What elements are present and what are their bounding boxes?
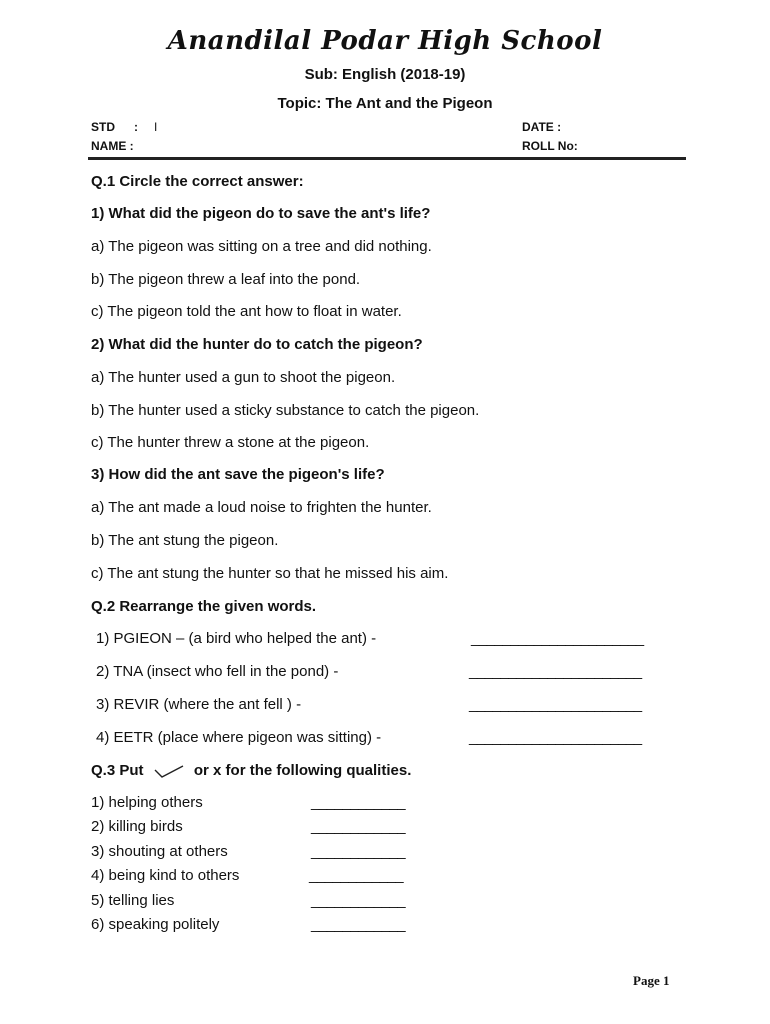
std-value: I bbox=[154, 120, 158, 134]
q2-item-3: 3) REVIR (where the ant fell ) - bbox=[96, 696, 302, 713]
q3-item-6: 6) speaking politely bbox=[91, 916, 220, 933]
q3-item-1: 1) helping others bbox=[91, 794, 203, 811]
subject-line: Sub: English (2018-19) bbox=[304, 66, 466, 83]
q3-answer-blank-5[interactable]: ____________ bbox=[311, 892, 406, 909]
topic-line: Topic: The Ant and the Pigeon bbox=[277, 95, 493, 112]
q1-q1-option-b: b) The pigeon threw a leaf into the pond. bbox=[91, 271, 361, 288]
q1-title: Q.1 Circle the correct answer: bbox=[91, 173, 304, 190]
q1-q3-option-b: b) The ant stung the pigeon. bbox=[91, 532, 279, 549]
std-separator: : bbox=[134, 120, 138, 134]
q3-item-3: 3) shouting at others bbox=[91, 843, 228, 860]
q1-q2-option-b: b) The hunter used a sticky substance to catch the pigeon. bbox=[91, 402, 480, 419]
q1-q3-option-c: c) The ant stung the hunter so that he missed his aim. bbox=[91, 565, 449, 582]
q1-q2-option-a: a) The hunter used a gun to shoot the pigeon. bbox=[91, 369, 396, 386]
q3-title-start: Q.3 Put bbox=[91, 762, 144, 779]
q2-item-2: 2) TNA (insect who fell in the pond) - bbox=[96, 663, 339, 680]
q3-answer-blank-2[interactable]: ____________ bbox=[311, 818, 406, 835]
q3-title bbox=[91, 762, 411, 779]
q1-q1-option-a: a) The pigeon was sitting on a tree and did nothing. bbox=[91, 238, 432, 255]
q1-q1-option-c: c) The pigeon told the ant how to float in water. bbox=[91, 303, 402, 320]
q2-item-1: 1) PGIEON – (a bird who helped the ant) - bbox=[96, 630, 377, 647]
q3-item-5: 5) telling lies bbox=[91, 892, 175, 909]
q1-q3-option-a: a) The ant made a loud noise to frighten the hunter. bbox=[91, 499, 432, 516]
q2-item-4: 4) EETR (place where pigeon was sitting) - bbox=[96, 729, 382, 746]
q1-question-3: 3) How did the ant save the pigeon's life? bbox=[91, 466, 385, 483]
q2-answer-blank-3[interactable]: ______________________ bbox=[469, 696, 642, 713]
std-label: STD bbox=[91, 120, 115, 134]
q3-answer-blank-4[interactable]: ____________ bbox=[309, 867, 404, 884]
q2-title: Q.2 Rearrange the given words. bbox=[91, 598, 317, 615]
q2-answer-blank-1[interactable]: ______________________ bbox=[471, 630, 644, 647]
header-divider bbox=[88, 157, 686, 160]
q3-answer-blank-6[interactable]: ____________ bbox=[311, 916, 406, 933]
roll-number-label: ROLL No: bbox=[522, 139, 578, 153]
q1-question-2: 2) What did the hunter do to catch the pigeon? bbox=[91, 336, 423, 353]
q3-title-end: or x for the following qualities. bbox=[193, 762, 412, 779]
q2-answer-blank-4[interactable]: ______________________ bbox=[469, 729, 642, 746]
q1-q2-option-c: c) The hunter threw a stone at the pigeon. bbox=[91, 434, 370, 451]
check-mark-icon bbox=[152, 763, 186, 779]
q2-answer-blank-2[interactable]: ______________________ bbox=[469, 663, 642, 680]
date-label: DATE : bbox=[522, 120, 562, 134]
name-label: NAME : bbox=[91, 139, 134, 153]
page-number: Page 1 bbox=[633, 973, 670, 988]
q3-answer-blank-3[interactable]: ____________ bbox=[311, 843, 406, 860]
q3-item-2: 2) killing birds bbox=[91, 818, 183, 835]
q1-question-1: 1) What did the pigeon do to save the ant's life? bbox=[91, 205, 431, 222]
q3-item-4: 4) being kind to others bbox=[91, 867, 240, 884]
q3-answer-blank-1[interactable]: ____________ bbox=[311, 794, 406, 811]
school-title: Anandilal Podar High School bbox=[167, 26, 603, 56]
